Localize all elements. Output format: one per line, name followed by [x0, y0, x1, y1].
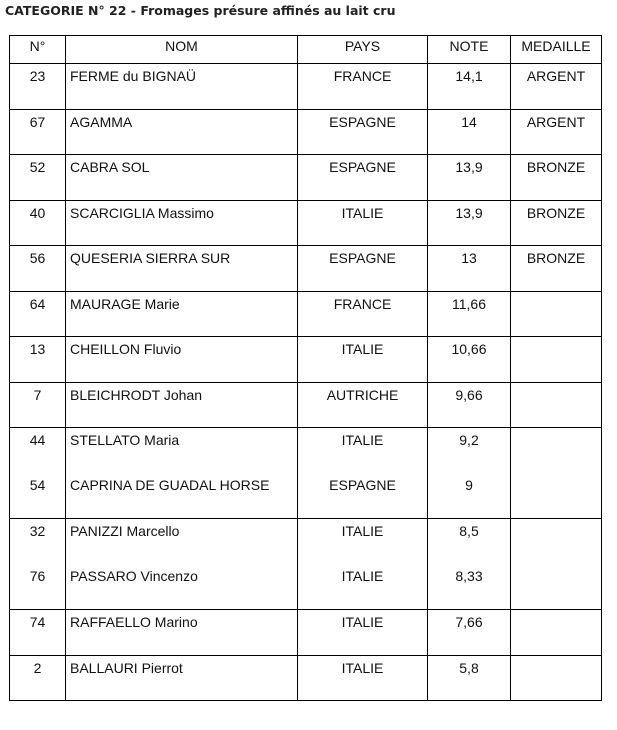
table-row: [10, 382, 602, 428]
cell-num: 7: [10, 382, 66, 428]
cell-medaille: [511, 291, 602, 337]
cell-num: 54: [10, 473, 66, 519]
cell-nom: STELLATO Maria: [66, 428, 298, 474]
cell-note: 14: [428, 109, 511, 155]
cell-num: 74: [10, 610, 66, 656]
table-row: [10, 428, 602, 474]
cell-num: 67: [10, 109, 66, 155]
cell-nom: QUESERIA SIERRA SUR: [66, 246, 298, 292]
table-row: [10, 655, 602, 701]
cell-pays: ITALIE: [298, 428, 428, 474]
header-medaille: MEDAILLE: [511, 36, 602, 64]
header-note: NOTE: [428, 36, 511, 64]
cell-note: 7,66: [428, 610, 511, 656]
cell-note: 14,1: [428, 64, 511, 110]
cell-medaille: [511, 655, 602, 701]
cell-nom: FERME du BIGNAÜ: [66, 64, 298, 110]
cell-pays: ESPAGNE: [298, 246, 428, 292]
cell-medaille: [511, 610, 602, 656]
cell-num: 2: [10, 655, 66, 701]
table-row: [10, 519, 602, 565]
cell-medaille: BRONZE: [511, 246, 602, 292]
cell-medaille: BRONZE: [511, 200, 602, 246]
table-row: [10, 337, 602, 383]
table-row: [10, 64, 602, 110]
cell-nom: CABRA SOL: [66, 155, 298, 201]
cell-pays: ESPAGNE: [298, 473, 428, 519]
cell-medaille: [511, 564, 602, 610]
cell-pays: FRANCE: [298, 291, 428, 337]
cell-pays: ITALIE: [298, 610, 428, 656]
cell-medaille: ARGENT: [511, 64, 602, 110]
cell-note: 11,66: [428, 291, 511, 337]
table-row: [10, 246, 602, 292]
cell-note: 13,9: [428, 200, 511, 246]
cell-pays: FRANCE: [298, 64, 428, 110]
cell-medaille: [511, 519, 602, 565]
table-row: [10, 155, 602, 201]
cell-medaille: [511, 337, 602, 383]
cell-nom: BALLAURI Pierrot: [66, 655, 298, 701]
cell-pays: ITALIE: [298, 519, 428, 565]
cell-pays: ITALIE: [298, 337, 428, 383]
cell-num: 44: [10, 428, 66, 474]
table-row: [10, 473, 602, 519]
cell-medaille: [511, 382, 602, 428]
table-row: [10, 109, 602, 155]
table-row: [10, 200, 602, 246]
cell-nom: PASSARO Vincenzo: [66, 564, 298, 610]
cell-num: 76: [10, 564, 66, 610]
cell-note: 10,66: [428, 337, 511, 383]
cell-pays: ESPAGNE: [298, 109, 428, 155]
results-table: [9, 35, 602, 701]
cell-note: 9,2: [428, 428, 511, 474]
header-num: N°: [10, 36, 66, 64]
cell-num: 56: [10, 246, 66, 292]
table-row: [10, 291, 602, 337]
cell-nom: CAPRINA DE GUADAL HORSE: [66, 473, 298, 519]
table-row: [10, 564, 602, 610]
header-pays: PAYS: [298, 36, 428, 64]
cell-note: 13: [428, 246, 511, 292]
header-nom: NOM: [66, 36, 298, 64]
cell-pays: ESPAGNE: [298, 155, 428, 201]
cell-note: 8,5: [428, 519, 511, 565]
cell-num: 64: [10, 291, 66, 337]
cell-nom: CHEILLON Fluvio: [66, 337, 298, 383]
cell-num: 23: [10, 64, 66, 110]
cell-note: 5,8: [428, 655, 511, 701]
page-title: CATEGORIE N° 22 - Fromages présure affinés au lait cru: [5, 3, 396, 18]
cell-note: 9,66: [428, 382, 511, 428]
cell-pays: ITALIE: [298, 655, 428, 701]
cell-pays: ITALIE: [298, 564, 428, 610]
cell-medaille: ARGENT: [511, 109, 602, 155]
cell-nom: RAFFAELLO Marino: [66, 610, 298, 656]
cell-num: 52: [10, 155, 66, 201]
cell-pays: ITALIE: [298, 200, 428, 246]
cell-nom: SCARCIGLIA Massimo: [66, 200, 298, 246]
cell-medaille: BRONZE: [511, 155, 602, 201]
cell-nom: AGAMMA: [66, 109, 298, 155]
cell-nom: MAURAGE Marie: [66, 291, 298, 337]
cell-num: 13: [10, 337, 66, 383]
table-header-row: [10, 36, 602, 64]
cell-num: 32: [10, 519, 66, 565]
cell-pays: AUTRICHE: [298, 382, 428, 428]
cell-nom: PANIZZI Marcello: [66, 519, 298, 565]
cell-medaille: [511, 473, 602, 519]
cell-note: 13,9: [428, 155, 511, 201]
cell-note: 9: [428, 473, 511, 519]
cell-nom: BLEICHRODT Johan: [66, 382, 298, 428]
table-row: [10, 610, 602, 656]
cell-note: 8,33: [428, 564, 511, 610]
cell-num: 40: [10, 200, 66, 246]
cell-medaille: [511, 428, 602, 474]
